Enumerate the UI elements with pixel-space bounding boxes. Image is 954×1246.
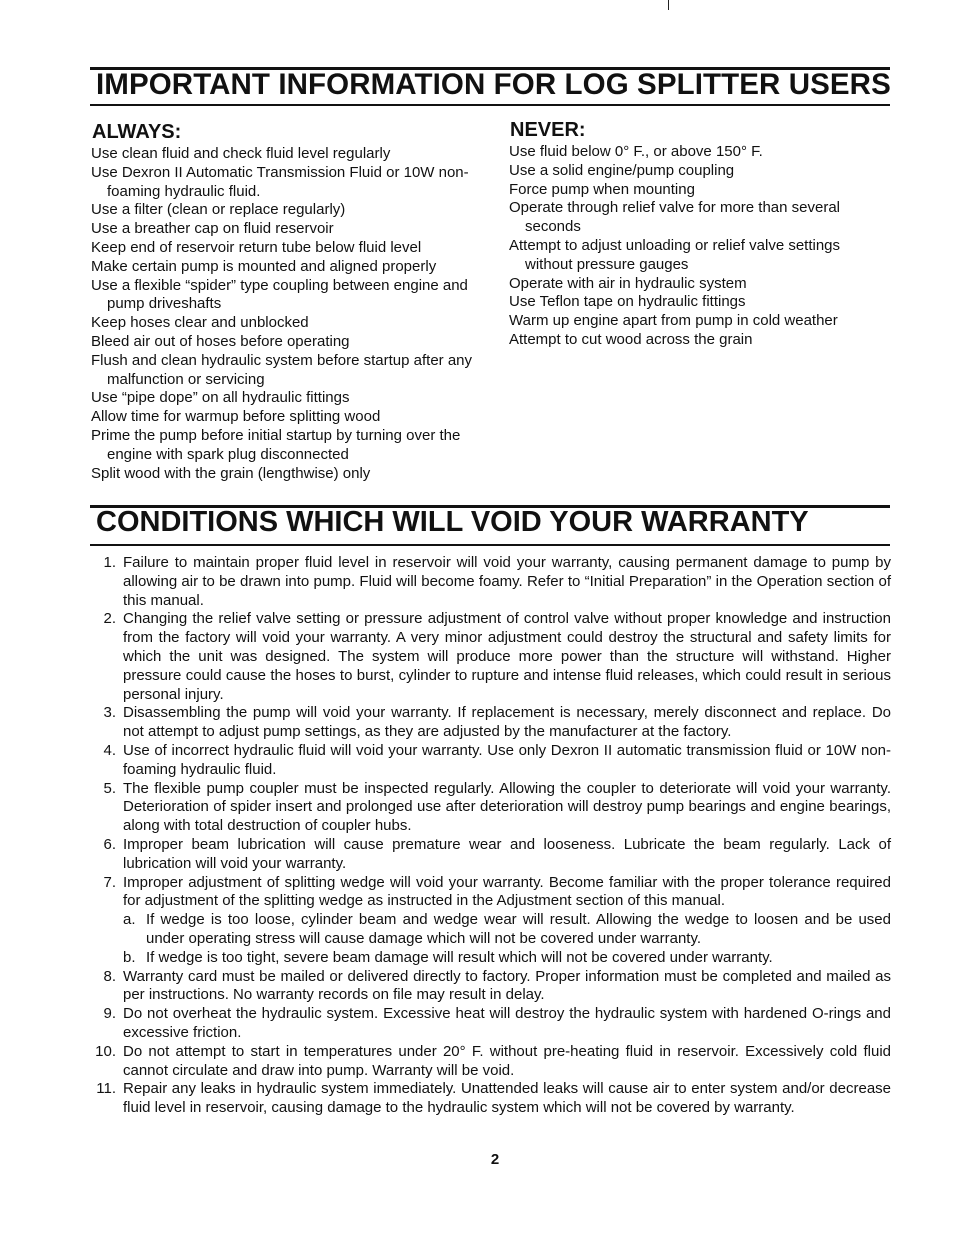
never-item: Use fluid below 0° F., or above 150° F. — [509, 143, 763, 160]
warranty-item — [88, 1080, 891, 1118]
subitem-text: If wedge is too tight, severe beam damage will result which will not be covered under warranty. — [146, 948, 773, 966]
warranty-item — [88, 1043, 891, 1081]
item-number: 8. — [103, 967, 116, 985]
item-text: Failure to maintain proper fluid level in reservoir will void your warranty, causing permanent damage to pump by allowing air to be drawn into pump. Fluid will become foamy. Refer to “Initial Preparation” in the Operation section of this manual. — [123, 554, 891, 609]
warranty-item — [88, 780, 891, 836]
item-number: 11. — [96, 1080, 116, 1098]
warranty-item — [88, 968, 891, 1006]
never-item: Use a solid engine/pump coupling — [509, 161, 735, 179]
never-heading: NEVER: — [510, 119, 586, 141]
never-item: Force pump when mounting — [509, 180, 695, 198]
item-number: 2. — [103, 610, 116, 628]
always-item: Use a filter (clean or replace regularly) — [91, 201, 346, 219]
subitem-text: If wedge is too loose, cylinder beam and wedge wear will result. Allowing the wedge to loosen and be used under operating stress will cause damage which will not be covered under warranty. — [146, 911, 891, 947]
warranty-item — [88, 704, 891, 742]
section2-bottom-rule — [90, 544, 890, 546]
always-heading: ALWAYS: — [92, 121, 182, 143]
subitem-letter: b. — [123, 948, 136, 966]
item-text: The flexible pump coupler must be inspected regularly. Allowing the coupler to deteriorate will void your warranty. Deterioration of spider insert and prolonged use after deterioration will destroy pump bearings and engine bearings, along with total destruction of coupler hubs. — [123, 779, 891, 835]
always-item: Allow time for warmup before splitting wood — [91, 408, 381, 426]
always-item: Prime the pump before initial startup by turning over the engine with spark plug disconnected — [91, 426, 461, 463]
always-item: Keep end of reservoir return tube below fluid level — [91, 238, 422, 256]
item-text: Use of incorrect hydraulic fluid will void your warranty. Use only Dexron II automatic transmission fluid or 10W non-foaming hydraulic fluid. — [123, 741, 891, 778]
never-item: Operate through relief valve for more than several seconds — [509, 199, 841, 236]
warranty-item — [88, 836, 891, 874]
always-item: Bleed air out of hoses before operating — [91, 332, 350, 350]
item-text: Warranty card must be mailed or delivered directly to factory. Proper information must be completed and mailed as per instructions. No warranty records on file may result in delay. — [123, 967, 891, 1004]
always-item: Use clean fluid and check fluid level regularly — [91, 145, 391, 162]
always-item: Use Dexron II Automatic Transmission Fluid or 10W non-foaming hydraulic fluid. — [91, 163, 469, 200]
scan-mark — [668, 0, 669, 10]
always-item: Keep hoses clear and unblocked — [91, 314, 309, 332]
item-text: Disassembling the pump will void your warranty. If replacement is necessary, merely disconnect and replace. Do not attempt to adjust pump settings, as they are adjusted by the manufacturer at the factory. — [123, 704, 891, 741]
item-text: Do not attempt to start in temperatures under 20° F. without pre-heating fluid in reservoir. Excessively cold fluid cannot circulate and draw into pump. Warranty will be void. — [123, 1042, 891, 1079]
item-number: 9. — [103, 1005, 116, 1023]
never-item: Warm up engine apart from pump in cold weather — [509, 312, 838, 330]
always-item: Make certain pump is mounted and aligned properly — [91, 257, 437, 275]
warranty-sublist — [123, 911, 891, 967]
never-item: Attempt to adjust unloading or relief valve settings without pressure gauges — [509, 236, 841, 273]
item-number: 4. — [103, 741, 116, 759]
warranty-conditions-list — [88, 554, 891, 1118]
always-item: Use a flexible “spider” type coupling between engine and pump driveshafts — [91, 276, 468, 313]
item-text: Changing the relief valve setting or pressure adjustment of control valve without proper knowledge and instruction from the factory will void your warranty. A very minor adjustment could destroy the structural and safety limits for which the unit was designed. The system will produce more power than the structure will withstand. Higher pressure could cause the hoses to burst, cylinder to rupture and intense fluid releases, which could result in serious personal injury. — [123, 610, 891, 703]
item-number: 6. — [103, 835, 116, 853]
item-text: Repair any leaks in hydraulic system immediately. Unattended leaks will cause air to enter system and/or decrease fluid level in reservoir, causing damage to the hydraulic system which will not be covered by warranty. — [123, 1080, 891, 1117]
item-number: 7. — [103, 873, 116, 891]
always-item: Split wood with the grain (lengthwise) only — [91, 464, 371, 482]
always-item: Flush and clean hydraulic system before startup after any malfunction or servicing — [91, 351, 473, 388]
section1-title: IMPORTANT INFORMATION FOR LOG SPLITTER USERS — [96, 68, 891, 101]
warranty-subitem — [123, 911, 891, 949]
subitem-letter: a. — [123, 911, 136, 929]
warranty-item — [88, 874, 891, 968]
never-item: Operate with air in hydraulic system — [509, 274, 747, 292]
always-item: Use “pipe dope” on all hydraulic fittings — [91, 389, 350, 407]
never-item: Use Teflon tape on hydraulic fittings — [509, 293, 746, 311]
never-item: Attempt to cut wood across the grain — [509, 330, 753, 348]
always-list — [91, 145, 481, 483]
item-text: Improper adjustment of splitting wedge will void your warranty. Become familiar with the proper tolerance required for adjustment of the splitting wedge as instructed in the Adjustment section of this manual. — [123, 873, 891, 910]
item-text: Improper beam lubrication will cause premature wear and looseness. Lubricate the beam regularly. Lack of lubrication will void your warranty. — [123, 835, 891, 872]
section2-title: CONDITIONS WHICH WILL VOID YOUR WARRANTY — [96, 506, 809, 538]
item-text: Do not overheat the hydraulic system. Excessive heat will destroy the hydraulic system with hardened O-rings and excessive friction. — [123, 1005, 891, 1041]
warranty-item — [88, 1005, 891, 1043]
warranty-item — [88, 742, 891, 780]
item-number: 3. — [103, 704, 116, 722]
page-number: 2 — [490, 1151, 500, 1168]
never-list — [509, 143, 869, 350]
item-number: 5. — [103, 779, 116, 797]
section1-bottom-rule — [90, 104, 890, 106]
warranty-item — [88, 554, 891, 610]
item-number: 1. — [103, 554, 116, 571]
warranty-subitem — [123, 949, 891, 968]
warranty-item — [88, 610, 891, 704]
item-number: 10. — [95, 1042, 116, 1060]
always-item: Use a breather cap on fluid reservoir — [91, 220, 334, 238]
